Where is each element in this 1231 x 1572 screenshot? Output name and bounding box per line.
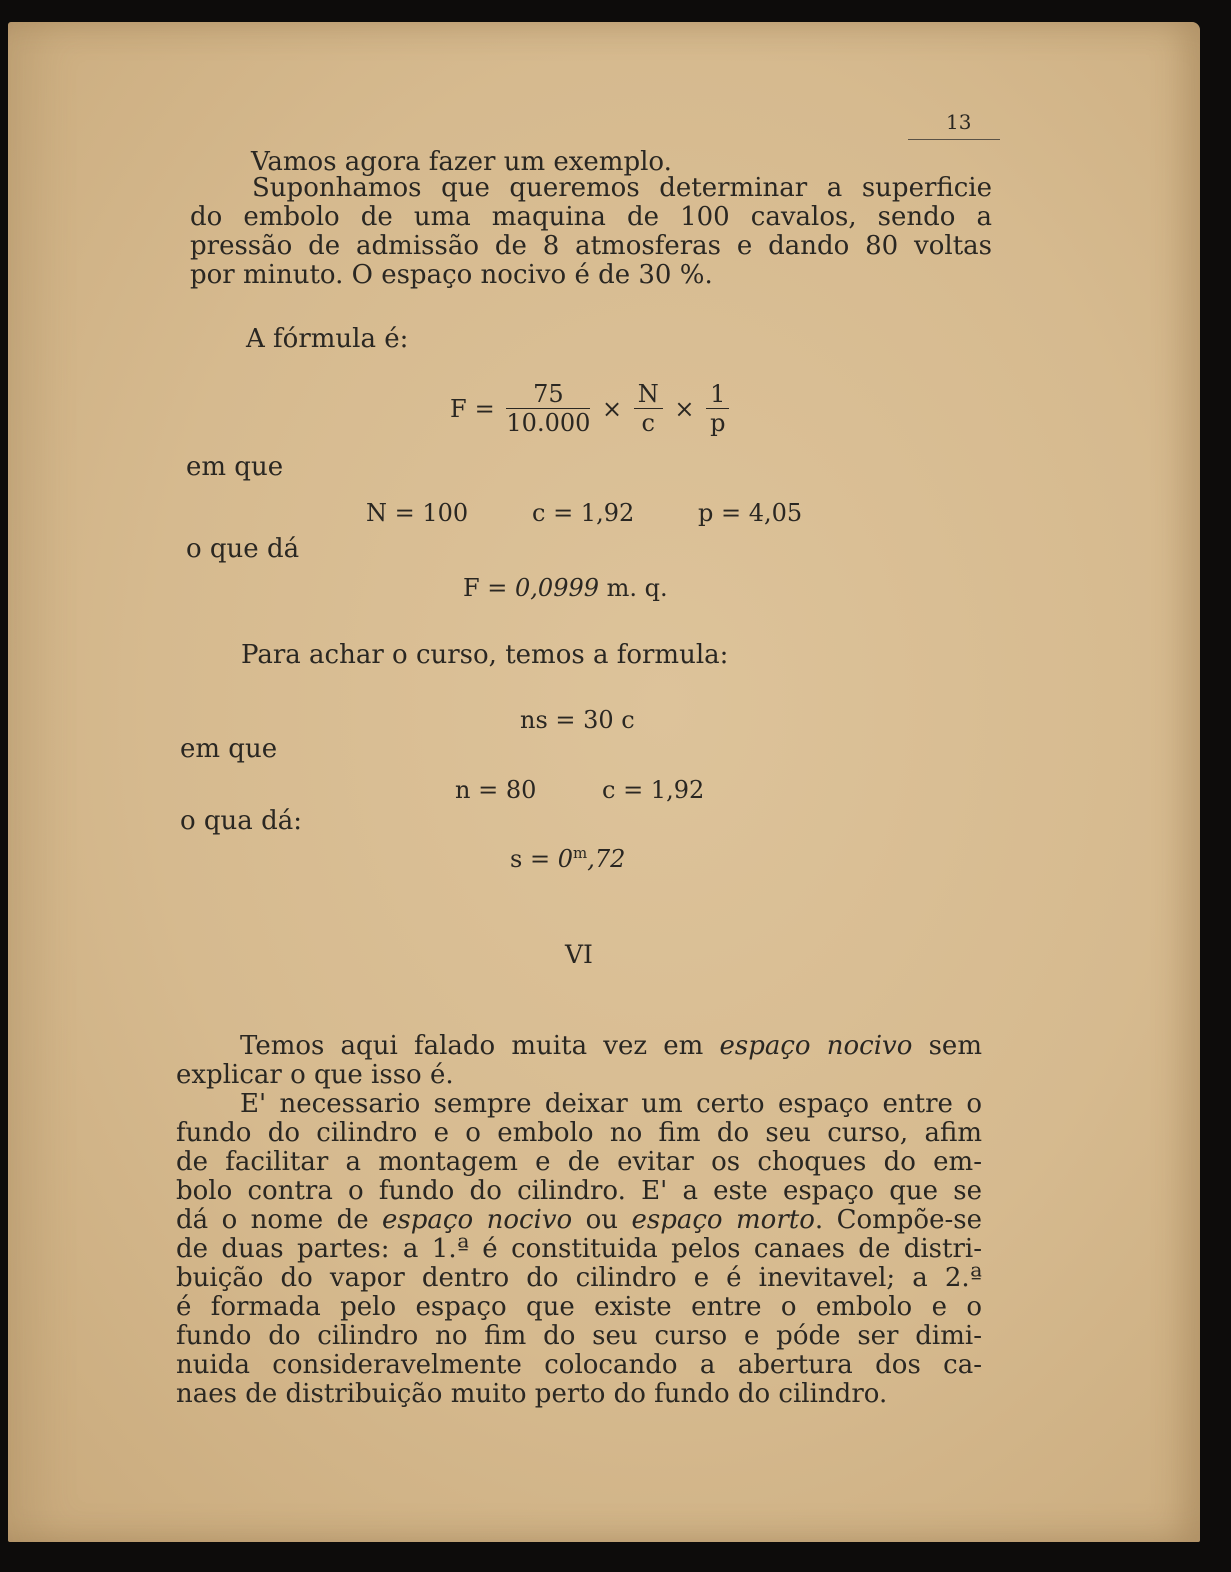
paragraph-line: fundo do cilindro e o embolo no fim do seu curso, afim <box>176 1118 982 1148</box>
paragraph-line: por minuto. O espaço nocivo é de 30 %. <box>190 260 713 290</box>
paragraph-line: buição do vapor dentro do cilindro e é inevitavel; a 2.ª <box>176 1263 982 1293</box>
fraction-n-c: $\frac{N}{c}$ <box>634 380 663 437</box>
fraction-75-10000: $\frac{75}{10.000}$ <box>506 380 591 437</box>
paragraph-line: Temos aqui falado muita vez em espaço nocivo sem <box>240 1031 982 1061</box>
paragraph-line: nuida consideravelmente colocando a abertura dos ca- <box>176 1350 982 1380</box>
value-c-2: c = 1,92 <box>602 776 705 804</box>
section-paragraph <box>176 1032 982 1409</box>
value-p: p = 4,05 <box>698 499 803 527</box>
value-c: c = 1,92 <box>532 499 635 527</box>
paragraph-line: dá o nome de espaço nocivo ou espaço morto. Compõe-se <box>176 1205 982 1235</box>
paragraph-line: do embolo de uma maquina de 100 cavalos, sendo a <box>190 202 992 232</box>
italic-term: espaço nocivo <box>719 1031 913 1061</box>
intro-line: Vamos agora fazer um exemplo. <box>251 147 672 177</box>
em-que-label: em que <box>186 452 284 482</box>
section-heading: VI <box>565 940 593 969</box>
value-n: N = 100 <box>366 499 469 527</box>
o-que-da-label: o que dá <box>186 534 300 564</box>
page-number-rule <box>908 139 1000 140</box>
italic-term: espaço morto <box>631 1205 815 1235</box>
paragraph-line: pressão de admissão de 8 atmosferas e dando 80 voltas <box>190 231 992 261</box>
paragraph-line: naes de distribuição muito perto do fundo do cilindro. <box>176 1379 888 1409</box>
paragraph-line: E' necessario sempre deixar um certo espaço entre o <box>240 1089 982 1119</box>
formula-surface: F = $\frac{75}{10.000}$ × $\frac{N}{c}$ × $\frac{1}{p}$ <box>446 380 729 437</box>
paragraph-line: bolo contra o fundo do cilindro. E' a este espaço que se <box>176 1176 982 1206</box>
formula-label: A fórmula é: <box>246 324 409 354</box>
paragraph-line: de duas partes: a 1.ª é constituida pelos canaes de distri- <box>176 1234 982 1264</box>
formula-stroke: ns = 30 c <box>520 706 635 734</box>
o-qua-da-label: o qua dá: <box>180 806 302 836</box>
curso-intro: Para achar o curso, temos a formula: <box>241 640 729 670</box>
paragraph-line: é formada pelo espaço que existe entre o embolo e o <box>176 1292 982 1322</box>
italic-term: espaço nocivo <box>382 1205 573 1235</box>
value-n-2: n = 80 <box>455 776 537 804</box>
em-que-label-2: em que <box>180 734 278 764</box>
paragraph-line: de facilitar a montagem e de evitar os choques do em- <box>176 1147 982 1177</box>
book-page <box>8 22 1200 1542</box>
paragraph-line: explicar o que isso é. <box>176 1060 454 1090</box>
page-number: 13 <box>946 110 972 134</box>
paragraph-line: fundo do cilindro no fim do seu curso e póde ser dimi- <box>176 1321 982 1351</box>
paragraph-line: Suponhamos que queremos determinar a superficie <box>252 173 992 203</box>
intro-paragraph <box>190 174 992 290</box>
result-stroke: $s = 0^m,72$ <box>510 844 626 873</box>
result-surface: F = 0,0999 m. q. <box>463 574 668 602</box>
fraction-1-p: $\frac{1}{p}$ <box>706 380 729 437</box>
